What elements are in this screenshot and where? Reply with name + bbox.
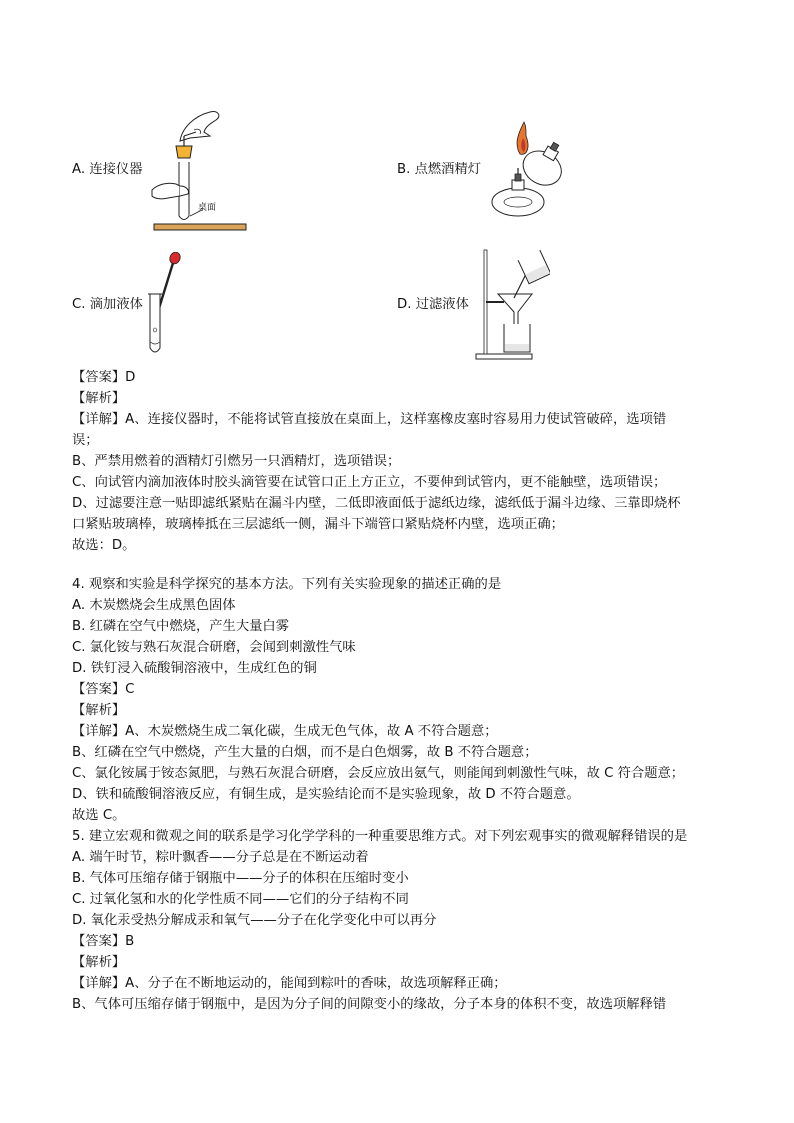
q5-stem: 5. 建立宏观和微观之间的联系是学习化学学科的一种重要思维方式。对下列宏观事实的微观解释错误的是 — [72, 829, 688, 844]
q4-option-a: A. 木炭燃烧会生成黑色固体 — [72, 598, 236, 613]
q4-option-b: B. 红磷在空气中燃烧，产生大量白雾 — [72, 619, 290, 634]
q3-detail-line: C、向试管内滴加液体时胶头滴管要在试管口正上方正立，不要伸到试管内，更不能触壁，选项错误； — [72, 475, 667, 490]
option-c-label: C. 滴加液体 — [72, 297, 143, 312]
q5-option-a: A. 端午时节，粽叶飘香——分子总是在不断运动着 — [72, 850, 369, 865]
q4-option-c: C. 氯化铵与熟石灰混合研磨，会闻到刺激性气味 — [72, 640, 356, 655]
option-d-label: D. 过滤液体 — [397, 297, 469, 312]
q5-answer: 【答案】B — [72, 934, 135, 949]
q4-option-d: D. 铁钉浸入硫酸铜溶液中，生成红色的铜 — [72, 661, 317, 676]
connect-apparatus-figure — [150, 106, 250, 236]
filter-liquid-figure — [474, 246, 550, 362]
option-a-label: A. 连接仪器 — [72, 162, 143, 177]
q5-analysis-heading: 【解析】 — [72, 955, 126, 970]
q5-option-d: D. 氧化汞受热分解成汞和氧气——分子在化学变化中可以再分 — [72, 913, 437, 928]
q3-detail-line: 口紧贴玻璃棒，玻璃棒抵在三层滤纸一侧，漏斗下端管口紧贴烧杯内壁，选项正确； — [72, 517, 564, 532]
q3-analysis-heading: 【解析】 — [72, 391, 126, 406]
q5-option-b: B. 气体可压缩存储于钢瓶中——分子的体积在压缩时变小 — [72, 871, 409, 886]
q4-detail-line: B、红磷在空气中燃烧，产生大量的白烟，而不是白色烟雾，故 B 不符合题意； — [72, 745, 538, 760]
option-b-label: B. 点燃酒精灯 — [397, 162, 482, 177]
drop-liquid-figure — [142, 252, 192, 358]
q3-detail-line: 故选：D。 — [72, 538, 136, 553]
q4-detail-line: D、铁和硫酸铜溶液反应，有铜生成，是实验结论而不是实验现象，故 D 不符合题意。 — [72, 787, 580, 802]
q4-answer: 【答案】C — [72, 682, 135, 697]
q4-analysis-heading: 【解析】 — [72, 703, 126, 718]
q3-detail-line: 【详解】A、连接仪器时，不能将试管直接放在桌面上，这样塞橡皮塞时容易用力使试管破碎，选项错 — [72, 412, 667, 427]
q3-detail-line: B、严禁用燃着的酒精灯引燃另一只酒精灯，选项错误； — [72, 454, 401, 469]
q4-detail-line: 故选 C。 — [72, 808, 126, 823]
light-alcohol-lamp-figure — [484, 116, 584, 222]
q5-detail-line: 【详解】A、分子在不断地运动的，能闻到粽叶的香味，故选项解释正确； — [72, 976, 507, 991]
desk-label: 桌面 — [198, 203, 217, 213]
q5-option-c: C. 过氧化氢和水的化学性质不同——它们的分子结构不同 — [72, 892, 409, 907]
q3-answer: 【答案】D — [72, 370, 136, 385]
q5-detail-line: B、气体可压缩存储于钢瓶中，是因为分子间的间隙变小的缘故，分子本身的体积不变，故选项解释错 — [72, 997, 667, 1012]
q3-detail-line: 误； — [72, 433, 99, 448]
q3-detail-line: D、过滤要注意一贴即滤纸紧贴在漏斗内壁，二低即液面低于滤纸边缘，滤纸低于漏斗边缘、三靠即烧杯 — [72, 496, 681, 511]
q4-detail-line: 【详解】A、木炭燃烧生成二氧化碳，生成无色气体，故 A 不符合题意； — [72, 724, 498, 739]
q4-detail-line: C、氯化铵属于铵态氮肥，与熟石灰混合研磨，会反应放出氨气，则能闻到刺激性气味，故 C 符合题意； — [72, 766, 685, 781]
q4-stem: 4. 观察和实验是科学探究的基本方法。下列有关实验现象的描述正确的是 — [72, 577, 502, 592]
